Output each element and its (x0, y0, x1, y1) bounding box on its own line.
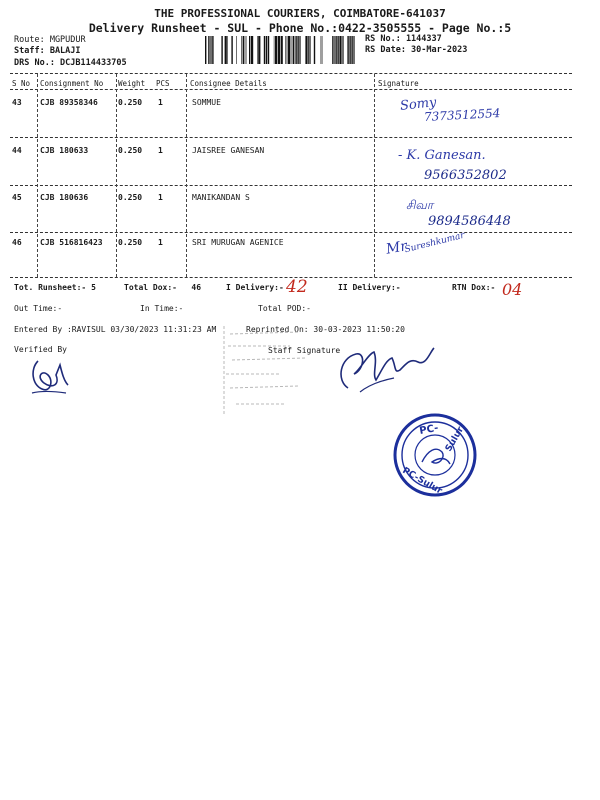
row-consignment: CJB 180636 (40, 193, 89, 202)
column-divider (186, 74, 187, 277)
row-signature: Mr (384, 238, 409, 258)
in-time: In Time:- (140, 304, 184, 313)
row-signature: சிவா (406, 198, 434, 212)
staff-signature-label: Staff Signature (268, 346, 341, 355)
drs-number: DRS No.: DCJB114433705 (14, 58, 127, 68)
row-sno: 44 (12, 146, 22, 155)
total-pod: Total POD:- (258, 304, 311, 313)
route-label: Route: MGPUDUR (14, 35, 86, 45)
verified-by-label: Verified By (14, 345, 67, 354)
column-header-pcs: PCS (156, 79, 170, 88)
column-divider (374, 74, 375, 277)
reprinted-on: Reprinted On: 30-03-2023 11:50:20 (246, 325, 405, 334)
stamp-text-right: Sulur (443, 425, 467, 454)
rtn-dox-label: RTN Dox:- (452, 283, 496, 292)
document-subtitle: Delivery Runsheet - SUL - Phone No.:0422-3505555 - Page No.:5 (88, 21, 512, 35)
rs-date: RS Date: 30-Mar-2023 (365, 45, 468, 55)
row-sno: 46 (12, 238, 22, 247)
row-divider (10, 232, 572, 233)
row-consignment: CJB 180633 (40, 146, 89, 155)
office-stamp (392, 412, 478, 498)
row-consignee: JAISREE GANESAN (192, 146, 265, 155)
rtn-dox-value: 04 (502, 280, 523, 299)
stamp-text-bottom: PC-Sulur (400, 465, 444, 497)
table-header-border (10, 89, 572, 90)
row-weight: 0.250 (118, 193, 143, 202)
document-title: THE PROFESSIONAL COURIERS, COIMBATORE-641037 (154, 7, 446, 20)
staff-label: Staff: BALAJI (14, 46, 81, 56)
row-consignment: CJB 516816423 (40, 238, 103, 247)
column-header-signature: Signature (378, 79, 419, 88)
staff-signature (330, 340, 440, 400)
row-pcs: 1 (158, 146, 163, 155)
table-top-border (10, 73, 572, 74)
tot-runsheet: Tot. Runsheet:- 5 (14, 283, 96, 292)
row-signature-phone: 7373512554 (423, 106, 501, 124)
ii-delivery-label: II Delivery:- (338, 283, 401, 292)
column-header-weight: Weight (118, 79, 146, 88)
row-consignment: CJB 89358346 (40, 98, 98, 107)
stamp-text-top: PC- (418, 422, 440, 437)
faded-stamp-impression (210, 322, 320, 422)
column-header-sno: S No (12, 79, 31, 88)
entered-by: Entered By :RAVISUL 03/30/2023 11:31:23 AM (14, 325, 217, 334)
out-time: Out Time:- (14, 304, 63, 313)
row-pcs: 1 (158, 238, 163, 247)
verified-signature (26, 355, 74, 397)
row-weight: 0.250 (118, 98, 143, 107)
row-consignee: MANIKANDAN S (192, 193, 250, 202)
row-pcs: 1 (158, 193, 163, 202)
row-signature: Somy (399, 95, 438, 114)
row-signature-phone: 9566352802 (424, 168, 507, 183)
row-pcs: 1 (158, 98, 163, 107)
column-divider (37, 74, 38, 277)
column-header-consignee: Consignee Details (190, 79, 267, 88)
row-divider (10, 137, 572, 138)
row-consignee: SRI MURUGAN AGENICE (192, 238, 284, 247)
row-sno: 45 (12, 193, 22, 202)
rs-number: RS No.: 1144337 (365, 34, 442, 44)
row-signature-phone: 9894586448 (428, 214, 511, 229)
total-dox: Total Dox:- 46 (124, 283, 202, 292)
row-divider (10, 185, 572, 186)
column-header-consignment: Consignment No (40, 79, 104, 88)
row-weight: 0.250 (118, 146, 143, 155)
row-signature-name: Sureshkumar (403, 230, 466, 256)
i-delivery-label: I Delivery:- (226, 283, 284, 292)
row-consignee: SOMMUE (192, 98, 221, 107)
i-delivery-value: 42 (286, 277, 308, 297)
row-weight: 0.250 (118, 238, 143, 247)
barcode (205, 36, 355, 64)
column-divider (116, 74, 117, 277)
row-signature: - K. Ganesan. (398, 148, 486, 163)
row-sno: 43 (12, 98, 22, 107)
